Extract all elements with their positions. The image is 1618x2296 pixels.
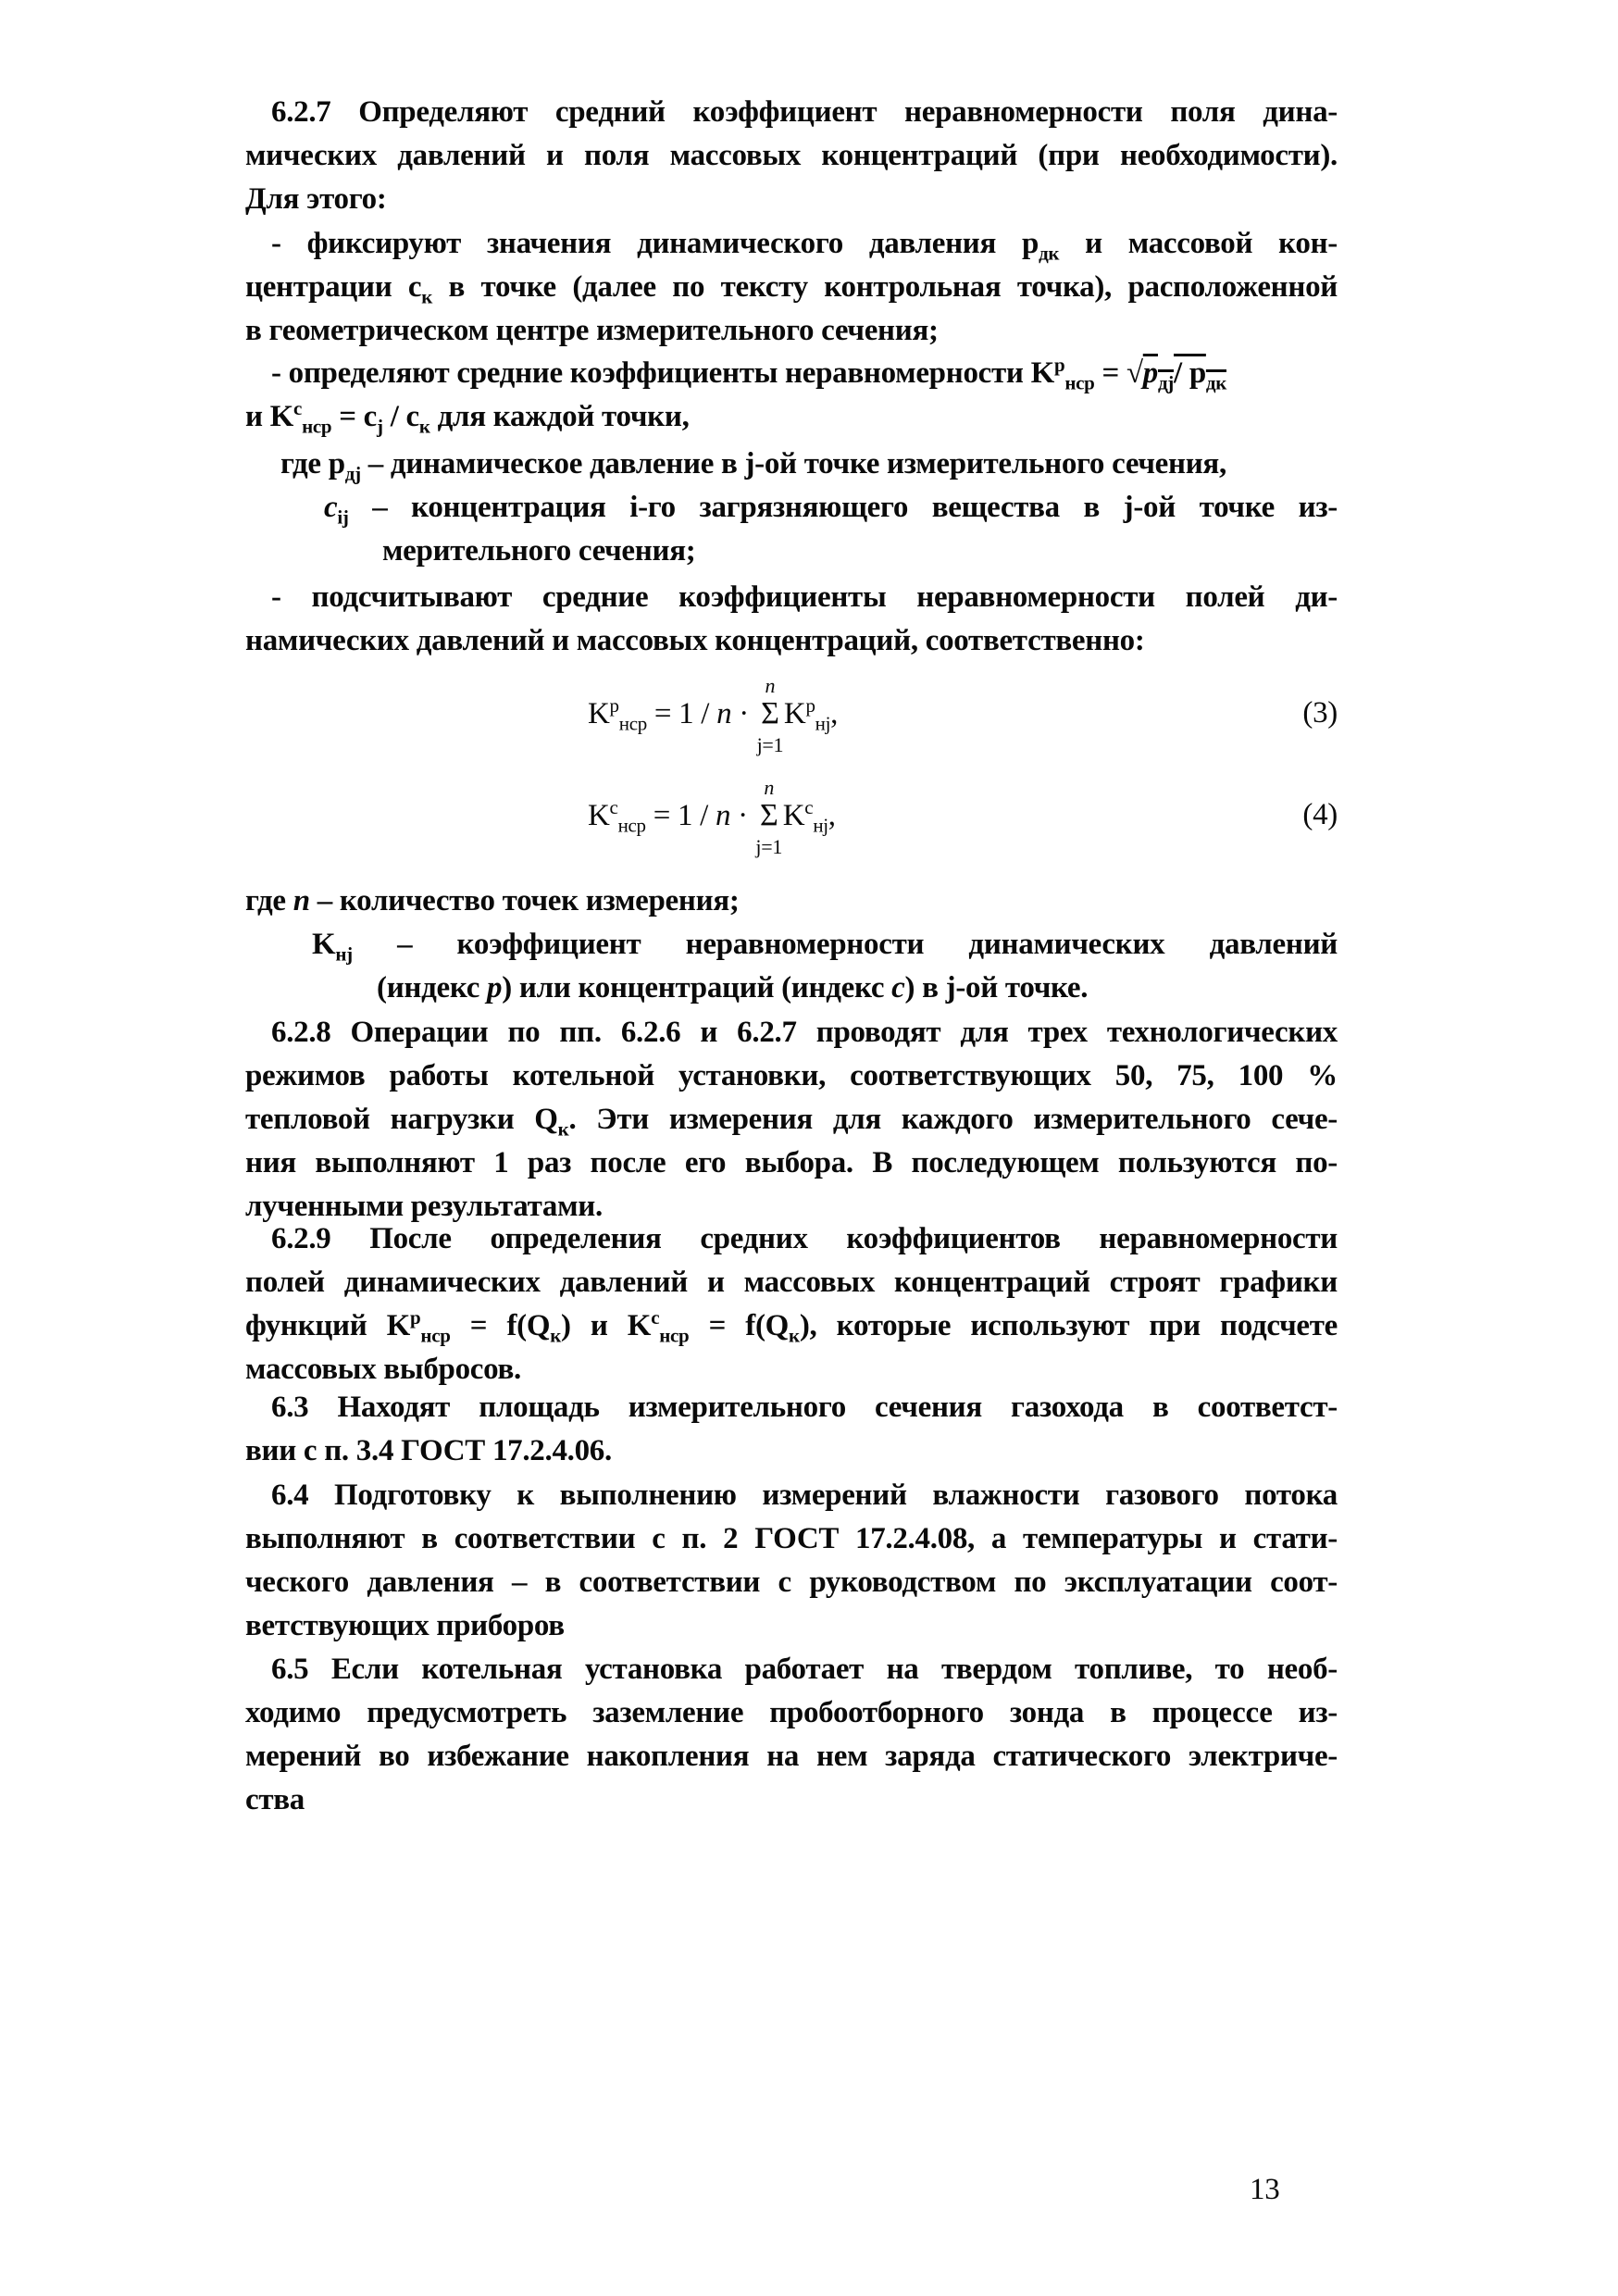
equation-3 xyxy=(245,671,1338,773)
text-line: где $p_{дj}$ – динамическое давление в j-ой точке измерительного сечения, xyxy=(280,447,1226,485)
section-6-3 xyxy=(245,1386,1338,1473)
equation-4-body: $K^c_{нср} = 1 / n \cdot \Sigma$ n j=1 $K^c_{нj}$, xyxy=(588,776,836,858)
text-line: и $K^c_{нср} = c_j / c_к$ для каждой точки, xyxy=(245,397,690,438)
text-line: выполняют в соответствии с п. 2 ГОСТ 17.2.4.08, а температуры и стати- xyxy=(245,1522,1338,1555)
text-line: Для этого: xyxy=(245,182,387,216)
section-6-2-7 xyxy=(245,91,1338,221)
text-line: ния выполняют 1 раз после его выбора. В последующем пользуются по- xyxy=(245,1146,1338,1179)
where-definitions-1 xyxy=(245,443,1338,573)
text-line: лученными результатами. xyxy=(245,1190,603,1223)
page-number: 13 xyxy=(1250,2173,1280,2206)
text-line: ческого давления – в соответствии с руководством по эксплуатации соот- xyxy=(245,1566,1338,1599)
sum-symbol: Σ n j=1 xyxy=(756,674,784,756)
equation-4 xyxy=(245,773,1338,875)
section-6-2-9 xyxy=(245,1217,1338,1391)
bullet-define-coefficients xyxy=(245,352,1338,439)
text-line: - определяют средние коэффициенты неравномерности $K^p_{нср} = √p_{дj}/$ $p_{дк}$ xyxy=(271,354,1226,394)
text-line: где n – количество точек измерения; xyxy=(245,884,740,917)
text-line: в геометрическом центре измерительного сечения; xyxy=(245,314,939,347)
text-line: ветствующих приборов xyxy=(245,1609,565,1642)
text-line: мерительного сечения; xyxy=(382,534,696,568)
text-line: 6.3 Находят площадь измерительного сечения газохода в соответст- xyxy=(271,1391,1338,1424)
text-line: $K_{нj}$ – коэффициент неравномерности динамических давлений xyxy=(312,928,1338,966)
text-line: мерений во избежание накопления на нем заряда статического электриче- xyxy=(245,1740,1338,1773)
text-line: вии с п. 3.4 ГОСТ 17.2.4.06. xyxy=(245,1434,612,1467)
bullet-calculate xyxy=(245,576,1338,663)
equation-3-body: $K^p_{нср} = 1 / n \cdot \Sigma$ n j=1 $K^p_{нj}$, xyxy=(588,674,839,756)
text-line: - подсчитывают средние коэффициенты неравномерности полей ди- xyxy=(271,580,1338,614)
text-line: 6.4 Подготовку к выполнению измерений влажности газового потока xyxy=(271,1479,1338,1512)
document-page xyxy=(245,0,1338,2296)
text-line: ства xyxy=(245,1783,305,1816)
text-line: 6.2.7 Определяют средний коэффициент неравномерности поля дина- xyxy=(271,95,1338,129)
section-6-5 xyxy=(245,1648,1338,1822)
where-definitions-2 xyxy=(245,880,1338,1010)
text-line: ходимо предусмотреть заземление пробоотборного зонда в процессе из- xyxy=(245,1696,1338,1729)
text-line: мических давлений и поля массовых концентраций (при необходимости). xyxy=(245,139,1338,172)
text-line: намических давлений и массовых концентраций, соответственно: xyxy=(245,624,1145,657)
sum-symbol: Σ n j=1 xyxy=(755,776,783,858)
text-line: функций $K^p_{нср} = f(Q_к)$ и $K^c_{нср} = f(Q_к)$, которые используют при подсчете xyxy=(245,1306,1338,1347)
text-line: $c_{ij}$ – концентрация i-го загрязняющего вещества в j-ой точке из- xyxy=(324,491,1338,529)
radicand: $p_{дj}/$ $p_{дк}$ xyxy=(1142,356,1226,394)
equation-number: (4) xyxy=(1302,798,1338,831)
text-line: массовых выбросов. xyxy=(245,1353,521,1386)
bullet-fix-values xyxy=(245,222,1338,353)
text-line: 6.5 Если котельная установка работает на твердом топливе, то необ- xyxy=(271,1653,1338,1686)
text-line: - фиксируют значения динамического давления $p_{дк}$ и массовой кон- xyxy=(271,227,1338,265)
text-line: тепловой нагрузки $Q_к$. Эти измерения для каждого измерительного сече- xyxy=(245,1103,1338,1141)
text-line: (индекс p) или концентраций (индекс c) в j-ой точке. xyxy=(377,971,1089,1004)
text-line: режимов работы котельной установки, соответствующих 50, 75, 100 % xyxy=(245,1059,1338,1092)
section-6-4 xyxy=(245,1474,1338,1648)
text-line: 6.2.8 Операции по пп. 6.2.6 и 6.2.7 проводят для трех технологических xyxy=(271,1016,1338,1049)
section-6-2-8 xyxy=(245,1011,1338,1229)
text-line: центрации $c_к$ в точке (далее по тексту контрольная точка), расположенной xyxy=(245,270,1338,308)
text-line: полей динамических давлений и массовых концентраций строят графики xyxy=(245,1266,1338,1299)
equation-number: (3) xyxy=(1302,696,1338,730)
text-line: 6.2.9 После определения средних коэффициентов неравномерности xyxy=(271,1222,1338,1255)
